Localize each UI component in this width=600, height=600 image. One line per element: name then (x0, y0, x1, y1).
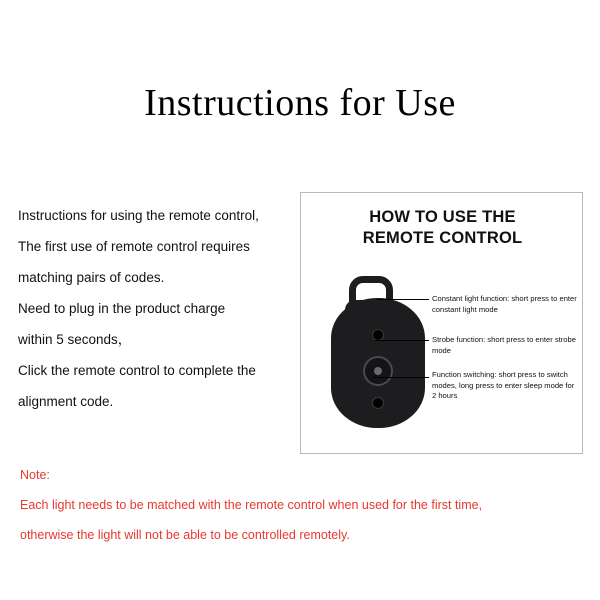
remote-control-panel (300, 192, 583, 454)
panel-heading-line-1: HOW TO USE THE (369, 208, 516, 226)
callout-leader-line (375, 340, 429, 341)
instruction-line: matching pairs of codes. (18, 270, 165, 285)
panel-heading-line-2: REMOTE CONTROL (362, 229, 523, 247)
instruction-line: alignment code. (18, 394, 114, 409)
callout-strobe: Strobe function: short press to enter strobe mode (432, 335, 576, 355)
note-label: Note: (20, 468, 50, 482)
callout-leader-line (377, 299, 429, 300)
note-block (20, 460, 580, 550)
instruction-line: The first use of remote control requires (18, 239, 250, 254)
remote-fob-illustration (323, 270, 433, 430)
instruction-line: within 5 seconds， (18, 332, 132, 347)
instruction-line: Need to plug in the product charge (18, 301, 226, 316)
note-line: otherwise the light will not be able to be controlled remotely. (20, 528, 350, 542)
page-title: Instructions for Use (144, 82, 456, 125)
constant-light-button-icon (373, 330, 383, 340)
callout-constant-light: Constant light function: short press to enter constant light mode (432, 294, 577, 314)
instruction-line: Click the remote control to complete the (18, 363, 256, 378)
instruction-line: Instructions for using the remote control, (18, 208, 259, 223)
instructions-paragraph (18, 200, 290, 417)
note-line: Each light needs to be matched with the remote control when used for the first time, (20, 498, 483, 512)
panel-heading (301, 207, 584, 249)
callout-function-switch: Function switching: short press to switch modes, long press to enter sleep mode for 2 hours (432, 370, 575, 400)
function-switch-button-icon (373, 398, 383, 408)
callout-leader-line (373, 377, 429, 378)
strobe-button-icon (363, 356, 393, 386)
